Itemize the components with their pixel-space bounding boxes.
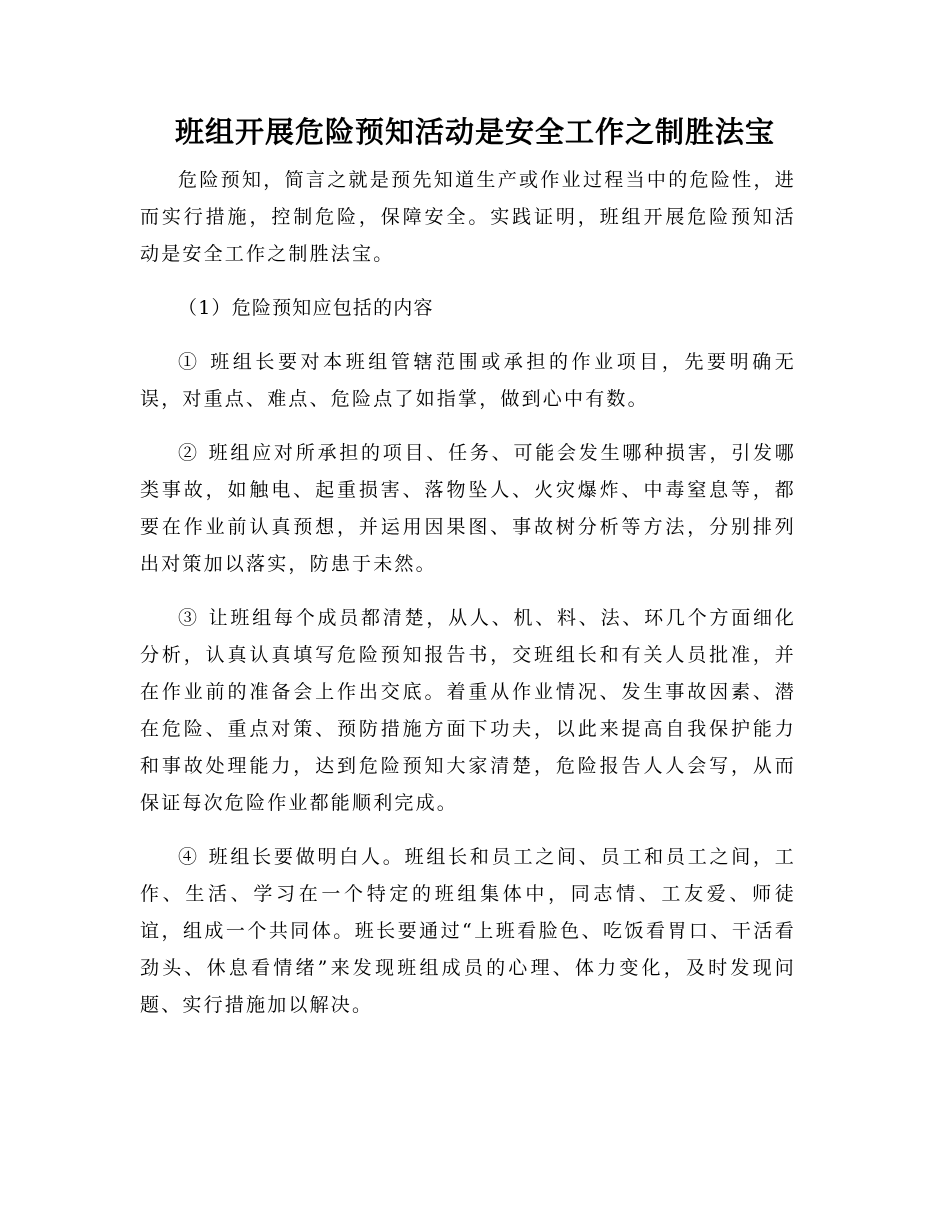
document-title: 班组开展危险预知活动是安全工作之制胜法宝 [174,115,775,149]
intro-paragraph: 危险预知，简言之就是预先知道生产或作业过程当中的危险性，进而实行措施，控制危险，保障安全。实践证明，班组开展危险预知活动是安全工作之制胜法宝。 [140,169,796,265]
item-paragraph-2: ② 班组应对所承担的项目、任务、可能会发生哪种损害，引发哪类事故，如触电、起重损害、落物坠人、火灾爆炸、中毒窒息等，都要在作业前认真预想，并运用因果图、事故树分析等方法，分别排列出对策加以落实，防患于未然。 [140,442,796,575]
item-paragraph-3: ③ 让班组每个成员都清楚，从人、机、料、法、环几个方面细化分析，认真认真填写危险预知报告书，交班组长和有关人员批准，并在作业前的准备会上作出交底。着重从作业情况、发生事故因素、潜在危险、重点对策、预防措施方面下功夫，以此来提高自我保护能力和事故处理能力，达到危险预知大家清楚，危险报告人人会写，从而保证每次危险作业都能顺利完成。 [140,607,796,814]
section-heading: （1）危险预知应包括的内容 [178,297,434,319]
item-paragraph-1: ① 班组长要对本班组管辖范围或承担的作业项目，先要明确无误，对重点、难点、危险点了如指掌，做到心中有数。 [140,351,796,410]
item-paragraph-4: ④ 班组长要做明白人。班组长和员工之间、员工和员工之间，工作、生活、学习在一个特定的班组集体中，同志情、工友爱、师徒谊，组成一个共同体。班长要通过“上班看脸色、吃饭看胃口、干活看劲头、休息看情绪”来发现班组成员的心理、体力变化，及时发现问题、实行措施加以解决。 [140,846,796,1016]
document-body [140,162,796,1024]
